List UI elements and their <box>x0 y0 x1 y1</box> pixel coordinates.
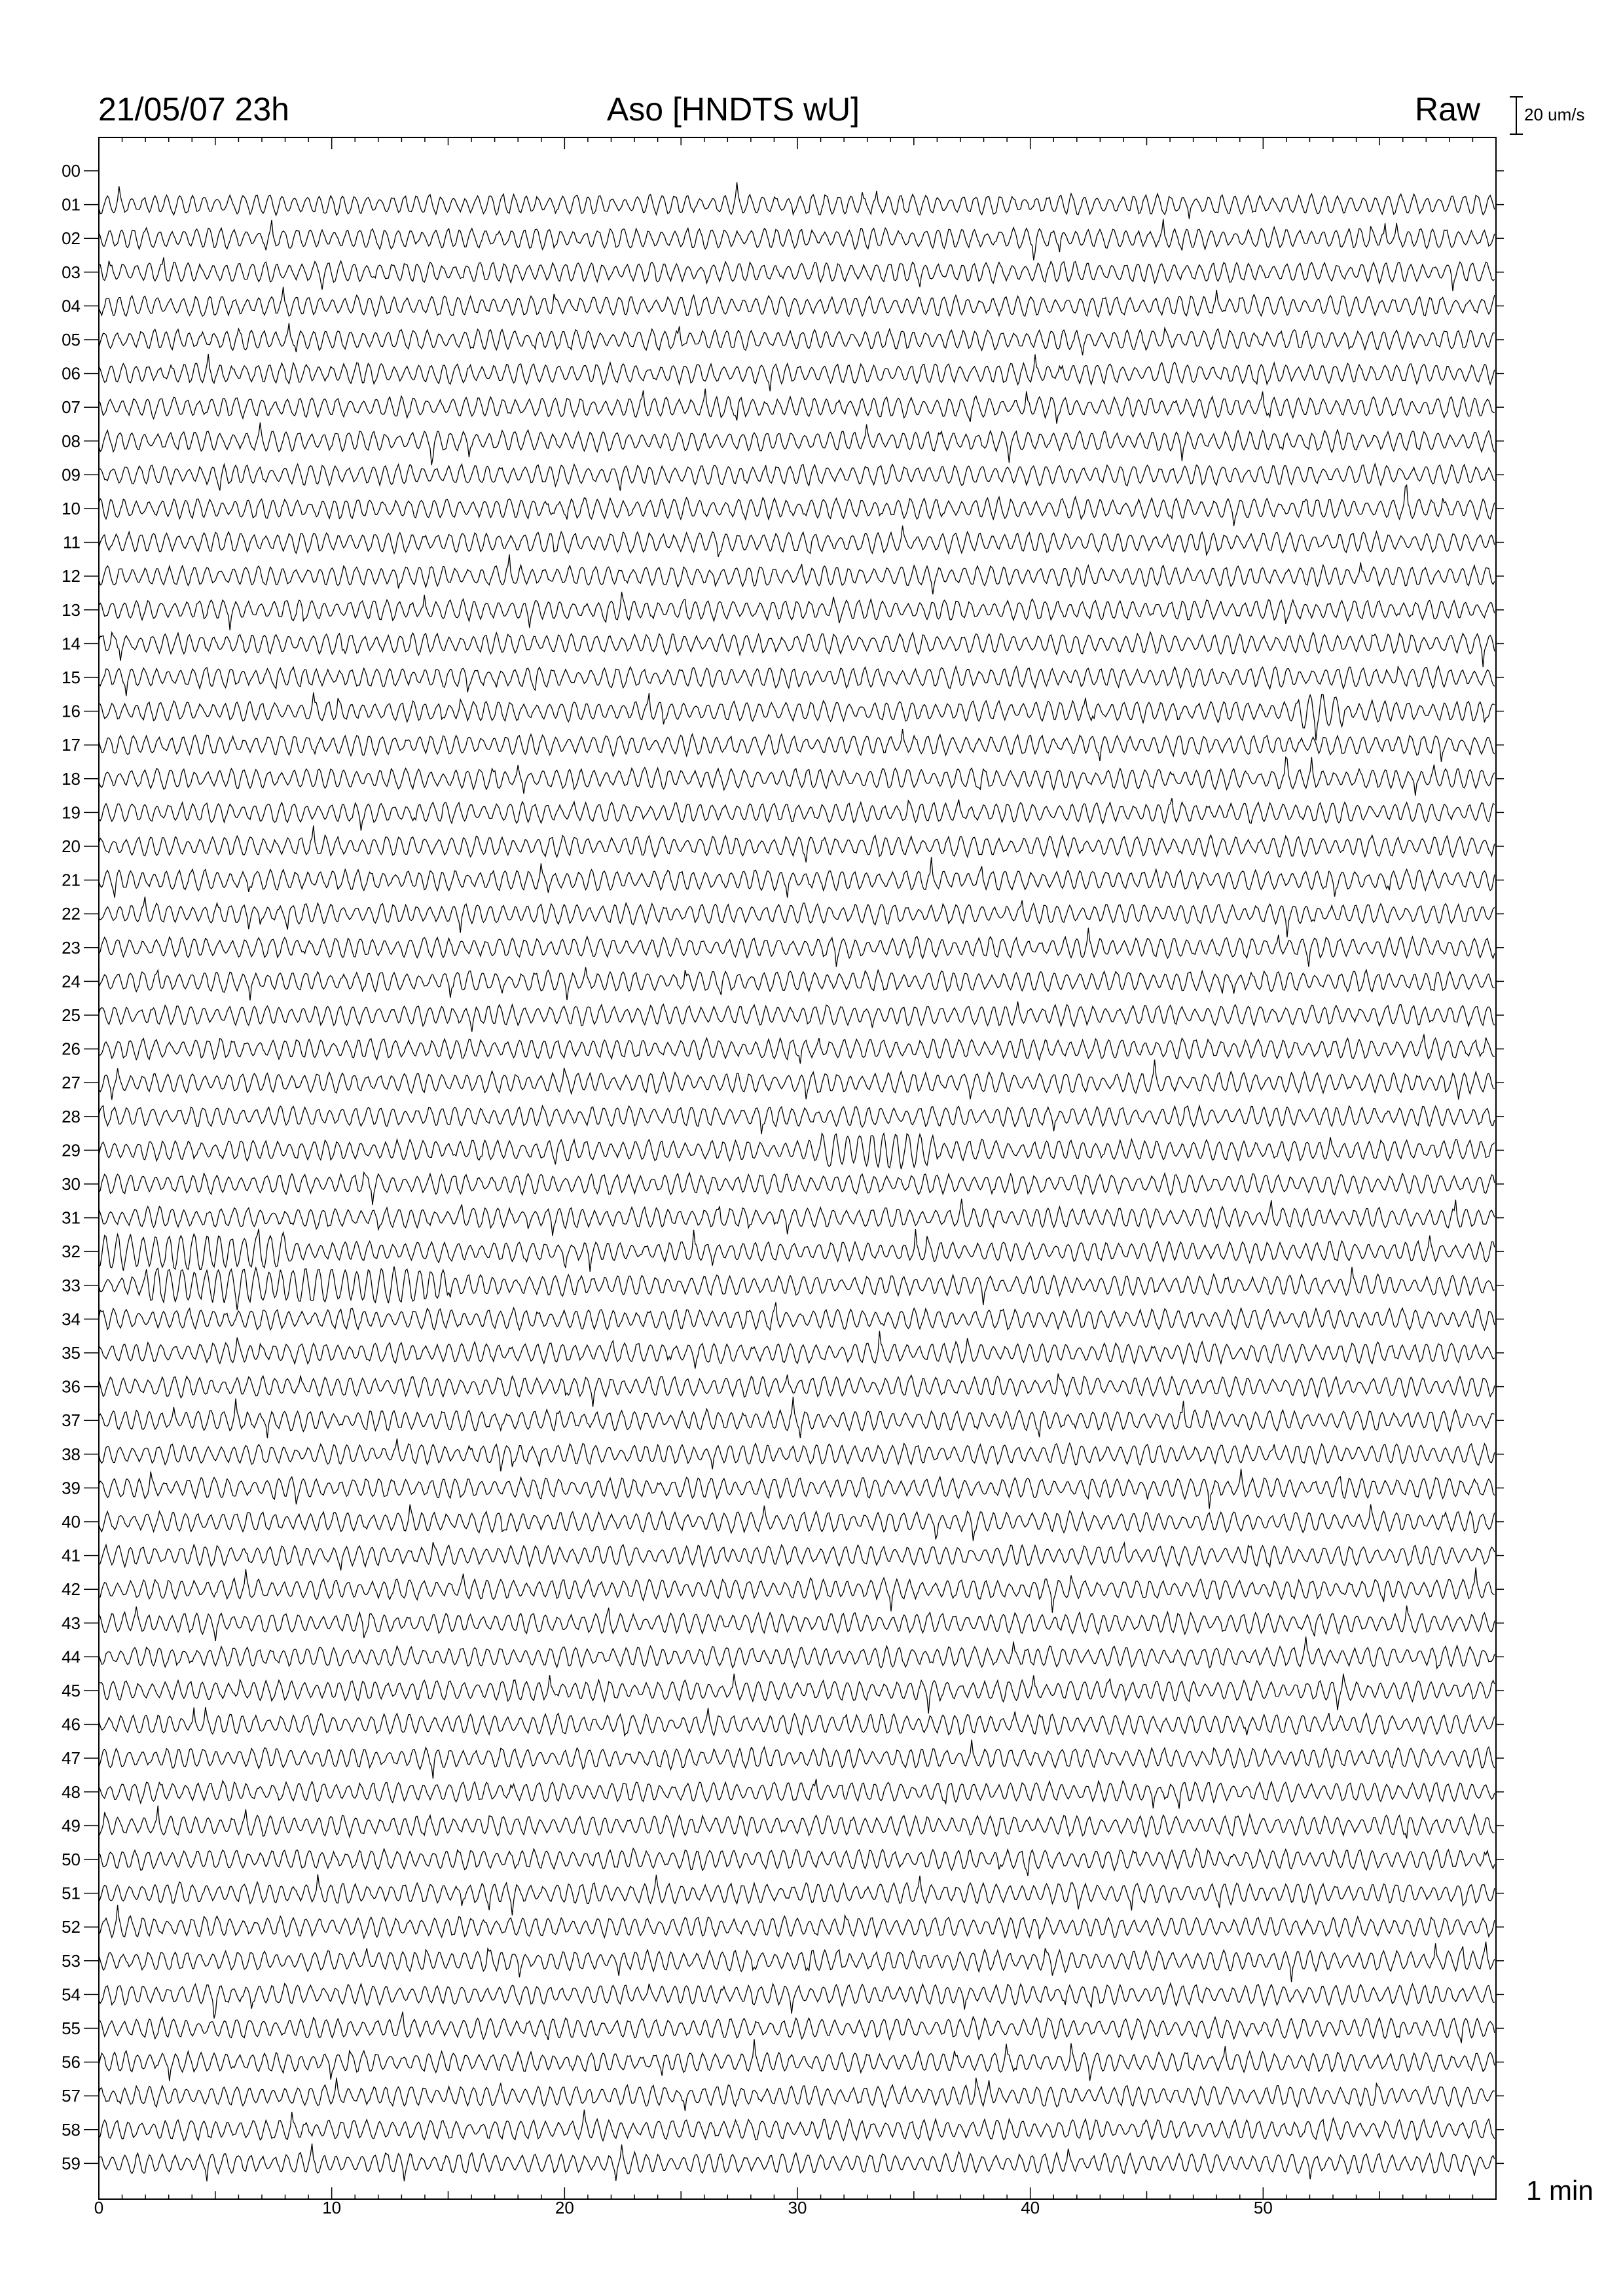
row-label: 39 <box>62 1478 81 1498</box>
trace-row <box>62 1707 1504 1736</box>
trace-row <box>62 1199 1504 1236</box>
trace-row <box>62 1983 1504 2018</box>
seismic-trace <box>99 666 1495 696</box>
seismic-trace <box>99 1568 1495 1613</box>
row-label: 54 <box>62 1984 81 2005</box>
trace-row <box>62 1439 1504 1471</box>
row-label: 36 <box>62 1376 81 1397</box>
row-label: 18 <box>62 768 81 789</box>
trace-row <box>62 1942 1504 1982</box>
trace-row <box>62 323 1504 355</box>
trace-row <box>62 1302 1504 1331</box>
trace-row <box>62 1469 1504 1509</box>
row-label: 24 <box>62 971 81 992</box>
seismic-trace <box>99 1674 1495 1713</box>
trace-row <box>62 1060 1504 1100</box>
seismic-trace <box>99 1374 1495 1407</box>
row-label: 04 <box>62 296 81 316</box>
seismic-trace <box>99 422 1495 465</box>
seismic-trace <box>99 354 1495 391</box>
time-unit-label: 1 min <box>1526 2175 1594 2206</box>
x-tick-label: 20 <box>555 2198 574 2217</box>
trace-row <box>62 554 1504 594</box>
station-title-text: Aso [HNDTS wU] <box>606 91 860 128</box>
seismic-trace <box>99 1806 1495 1839</box>
seismic-trace <box>99 1874 1495 1916</box>
trace-row <box>62 1874 1504 1916</box>
trace-row <box>62 729 1504 762</box>
seismic-trace <box>99 1542 1495 1570</box>
seismic-trace <box>99 2109 1495 2140</box>
row-label: 40 <box>62 1512 81 1532</box>
seismic-trace <box>99 323 1495 355</box>
row-label: 50 <box>62 1850 81 1869</box>
trace-row <box>62 1134 1504 1169</box>
seismic-trace <box>99 692 1495 740</box>
row-label: 44 <box>62 1647 81 1667</box>
trace-row <box>62 1605 1504 1641</box>
seismic-trace <box>99 1060 1495 1100</box>
trace-row <box>62 666 1504 696</box>
x-tick-label: 40 <box>1021 2198 1040 2217</box>
x-tick-label: 50 <box>1253 2198 1273 2217</box>
trace-row <box>62 757 1504 796</box>
trace-row <box>62 1779 1504 1808</box>
row-label: 10 <box>62 499 81 518</box>
row-label: 46 <box>62 1714 81 1734</box>
seismic-trace <box>99 1199 1495 1236</box>
trace-row <box>62 1397 1504 1438</box>
row-label: 15 <box>62 668 81 687</box>
amplitude-scale-label: 20 um/s <box>1524 105 1585 124</box>
row-label: 51 <box>62 1883 81 1903</box>
trace-row <box>62 219 1504 260</box>
trace-row <box>62 1001 1504 1031</box>
row-label: 01 <box>62 194 81 215</box>
seismic-trace <box>99 1983 1495 2018</box>
mode-label: Raw <box>1414 91 1480 128</box>
seismic-trace <box>99 798 1495 831</box>
seismic-trace <box>99 1001 1495 1031</box>
seismic-trace <box>99 2039 1495 2081</box>
seismic-trace <box>99 632 1495 667</box>
trace-row <box>62 967 1504 1001</box>
seismic-trace <box>99 928 1495 967</box>
x-tick-label: 10 <box>322 2198 342 2217</box>
x-tick-label: 0 <box>94 2198 104 2217</box>
trace-row <box>62 389 1504 424</box>
seismic-trace <box>99 1779 1495 1808</box>
seismic-trace <box>99 967 1495 1001</box>
trace-rows <box>62 161 1504 2181</box>
seismic-trace <box>99 1172 1495 1205</box>
row-label: 12 <box>62 566 81 586</box>
trace-row <box>62 287 1504 317</box>
seismic-trace <box>99 1605 1495 1641</box>
trace-row <box>62 257 1504 291</box>
trace-row <box>62 182 1504 219</box>
row-label: 14 <box>62 634 81 654</box>
row-label: 06 <box>62 363 81 384</box>
row-label: 35 <box>62 1343 81 1363</box>
trace-row <box>62 2109 1504 2140</box>
seismic-trace <box>99 287 1495 317</box>
seismic-trace <box>99 1637 1495 1668</box>
row-label: 05 <box>62 330 81 350</box>
row-label: 09 <box>62 465 81 485</box>
row-label: 22 <box>62 904 81 924</box>
row-label: 29 <box>62 1140 81 1160</box>
trace-row <box>62 1740 1504 1779</box>
trace-row <box>62 1905 1504 1939</box>
seismic-trace <box>99 219 1495 260</box>
trace-row <box>62 857 1504 897</box>
trace-row <box>63 526 1504 557</box>
x-tick-label: 30 <box>788 2198 807 2217</box>
seismic-trace <box>99 1469 1495 1509</box>
seismic-trace <box>99 2012 1495 2043</box>
row-label: 34 <box>62 1309 81 1329</box>
top-minute-ticks <box>99 137 1496 149</box>
row-label: 11 <box>63 532 81 552</box>
row-label: 28 <box>62 1106 81 1126</box>
x-tick-labels <box>94 2198 1273 2217</box>
seismic-trace <box>99 1034 1495 1064</box>
seismic-trace <box>99 1397 1495 1438</box>
trace-row <box>62 485 1504 526</box>
seismic-trace <box>99 1707 1495 1736</box>
row-label: 49 <box>62 1816 81 1836</box>
row-label: 31 <box>62 1208 81 1228</box>
row-label: 20 <box>62 836 81 856</box>
row-label: 32 <box>62 1242 81 1262</box>
row-label: 55 <box>62 2018 81 2038</box>
seismic-trace <box>99 729 1495 762</box>
row-label: 48 <box>62 1782 81 1802</box>
row-label: 19 <box>62 802 81 823</box>
row-label: 43 <box>62 1613 81 1633</box>
row-label: 26 <box>62 1039 81 1059</box>
seismic-trace <box>99 857 1495 897</box>
seismic-trace <box>99 1848 1495 1876</box>
row-label: 08 <box>62 431 81 451</box>
trace-row <box>62 1806 1504 1839</box>
row-label: 00 <box>62 161 81 181</box>
seismic-trace <box>99 2144 1495 2181</box>
row-label: 16 <box>62 701 81 721</box>
trace-row <box>62 354 1504 391</box>
row-label: 25 <box>62 1005 81 1025</box>
trace-row <box>62 1674 1504 1713</box>
trace-row <box>62 1331 1504 1369</box>
scale-bar <box>1510 97 1523 134</box>
trace-row <box>62 798 1504 831</box>
seismic-trace <box>99 1302 1495 1331</box>
seismic-trace <box>99 825 1495 862</box>
seismic-trace <box>99 2078 1495 2111</box>
seismic-trace <box>99 526 1495 557</box>
row-label: 21 <box>62 870 81 890</box>
row-label: 52 <box>62 1917 81 1937</box>
trace-row <box>62 592 1504 631</box>
row-label: 57 <box>62 2086 81 2106</box>
row-label: 56 <box>62 2052 81 2072</box>
seismic-trace <box>99 1505 1495 1541</box>
row-label: 37 <box>62 1410 81 1431</box>
row-label: 33 <box>62 1275 81 1295</box>
row-label: 13 <box>62 600 81 620</box>
row-label: 23 <box>62 937 81 958</box>
trace-row <box>62 1266 1504 1310</box>
seismic-trace <box>99 897 1495 937</box>
seismic-trace <box>99 182 1495 219</box>
trace-row <box>62 1034 1504 1064</box>
trace-row <box>62 692 1504 740</box>
row-label: 41 <box>62 1545 81 1566</box>
row-label: 07 <box>62 397 81 418</box>
trace-row <box>62 1505 1504 1541</box>
trace-row <box>62 825 1504 862</box>
row-label: 42 <box>62 1579 81 1600</box>
trace-row <box>62 2144 1504 2181</box>
seismic-trace <box>99 1229 1495 1272</box>
trace-row <box>62 1172 1504 1205</box>
row-label: 53 <box>62 1950 81 1971</box>
seismic-trace <box>99 592 1495 631</box>
trace-row <box>62 632 1504 667</box>
trace-row <box>62 2078 1504 2111</box>
seismic-trace <box>99 1105 1495 1134</box>
row-label: 38 <box>62 1444 81 1464</box>
seismic-trace <box>99 389 1495 424</box>
seismic-trace <box>99 1740 1495 1779</box>
row-label: 45 <box>62 1681 81 1700</box>
trace-row <box>62 1105 1504 1134</box>
trace-row <box>62 1637 1504 1668</box>
date-hour-label: 21/05/07 23h <box>98 91 289 128</box>
trace-row <box>62 1542 1504 1570</box>
row-label: 58 <box>62 2119 81 2140</box>
seismic-trace <box>99 1942 1495 1982</box>
seismic-trace <box>99 1134 1495 1169</box>
seismic-trace <box>99 1331 1495 1369</box>
row-label: 59 <box>62 2153 81 2174</box>
row-label: 27 <box>62 1073 81 1093</box>
seismic-trace <box>99 1439 1495 1471</box>
seismic-trace <box>99 1266 1495 1310</box>
seismic-trace <box>99 464 1495 491</box>
trace-row <box>62 2039 1504 2081</box>
row-label: 30 <box>62 1174 81 1194</box>
trace-row <box>62 1848 1504 1876</box>
row-label: 03 <box>62 262 81 282</box>
seismic-trace <box>99 554 1495 594</box>
trace-row <box>62 464 1504 491</box>
row-label: 17 <box>62 735 81 755</box>
trace-row <box>62 2012 1504 2043</box>
trace-row <box>62 422 1504 465</box>
seismic-trace <box>99 485 1495 526</box>
trace-row <box>62 1374 1504 1407</box>
seismic-trace <box>99 757 1495 796</box>
trace-row <box>62 897 1504 937</box>
trace-row <box>62 1568 1504 1613</box>
row-label: 47 <box>62 1748 81 1768</box>
trace-row <box>62 161 1504 181</box>
seismic-trace <box>99 257 1495 291</box>
row-label: 02 <box>62 228 81 249</box>
trace-row <box>62 1229 1504 1272</box>
seismic-trace <box>99 1905 1495 1939</box>
